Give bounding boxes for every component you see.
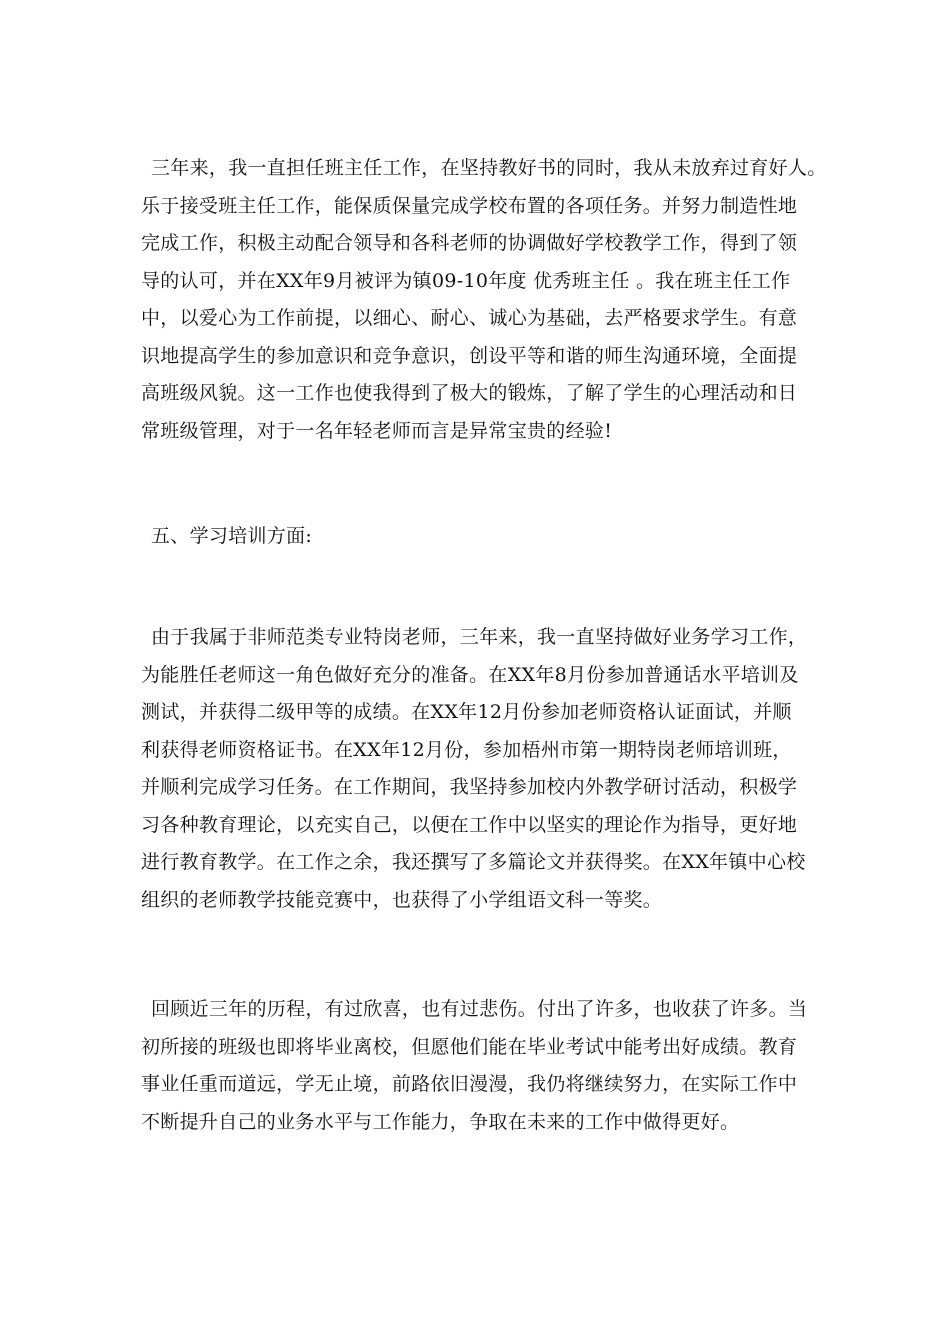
- text-line: 乐于接受班主任工作，能保质保量完成学校布置的各项任务。并努力制造性地: [141, 194, 798, 217]
- text-line: 回顾近三年的历程，有过欣喜，也有过悲伤。付出了许多，也收获了许多。当: [151, 998, 808, 1020]
- section-heading-text: 五、学习培训方面:: [151, 525, 313, 547]
- text-line: 并顺利完成学习任务。在工作期间，我坚持参加校内外教学研讨活动，积极学: [141, 776, 798, 798]
- section-heading-study-training: [141, 518, 312, 556]
- text-line: 利获得老师资格证书。在XX年12月份，参加梧州市第一期特岗老师培训班，: [141, 738, 792, 761]
- text-line: 进行教育教学。在工作之余，我还撰写了多篇论文并获得奖。在XX年镇中心校: [141, 851, 806, 873]
- text-line: 中，以爱心为工作前提，以细心、耐心、诚心为基础，去严格要求学生。有意: [141, 307, 798, 329]
- text-line: 为能胜任老师这一角色做好充分的准备。在XX年8月份参加普通话水平培训及: [141, 663, 799, 686]
- paragraph-class-teacher-work: [141, 150, 827, 450]
- text-line: 导的认可，并在XX年9月被评为镇09-10年度 优秀班主任 。我在班主任工作: [141, 269, 791, 292]
- text-line: 事业任重而道远，学无止境，前路依旧漫漫，我仍将继续努力，在实际工作中: [141, 1073, 798, 1095]
- text-line: 高班级风貌。这一工作也使我得到了极大的锻炼，了解了学生的心理活动和日: [141, 382, 798, 404]
- paragraph-review-summary: [141, 991, 807, 1141]
- text-line: 由于我属于非师范类专业特岗老师，三年来，我一直坚持做好业务学习工作，: [151, 626, 808, 648]
- text-line: 初所接的班级也即将毕业离校，但愿他们能在毕业考试中能考出好成绩。教育: [141, 1035, 798, 1058]
- text-line: 组织的老师教学技能竞赛中，也获得了小学组语文科一等奖。: [141, 888, 663, 911]
- text-line: 三年来，我一直担任班主任工作，在坚持教好书的同时，我从未放弃过育好人。: [151, 157, 827, 179]
- text-line: 不断提升自己的业务水平与工作能力，争取在未来的工作中做得更好。: [141, 1110, 740, 1133]
- text-line: 识地提高学生的参加意识和竞争意识，创设平等和谐的师生沟通环境，全面提: [141, 344, 798, 367]
- text-line: 习各种教育理论，以充实自己，以便在工作中以坚实的理论作为指导，更好地: [141, 813, 798, 836]
- paragraph-study-training: [141, 619, 807, 919]
- text-line: 完成工作，积极主动配合领导和各科老师的协调做好学校教学工作，得到了领: [141, 232, 798, 254]
- text-line: 常班级管理，对于一名年轻老师而言是异常宝贵的经验!: [141, 419, 613, 442]
- text-line: 测试，并获得二级甲等的成绩。在XX年12月份参加老师资格认证面试，并顺: [141, 701, 792, 723]
